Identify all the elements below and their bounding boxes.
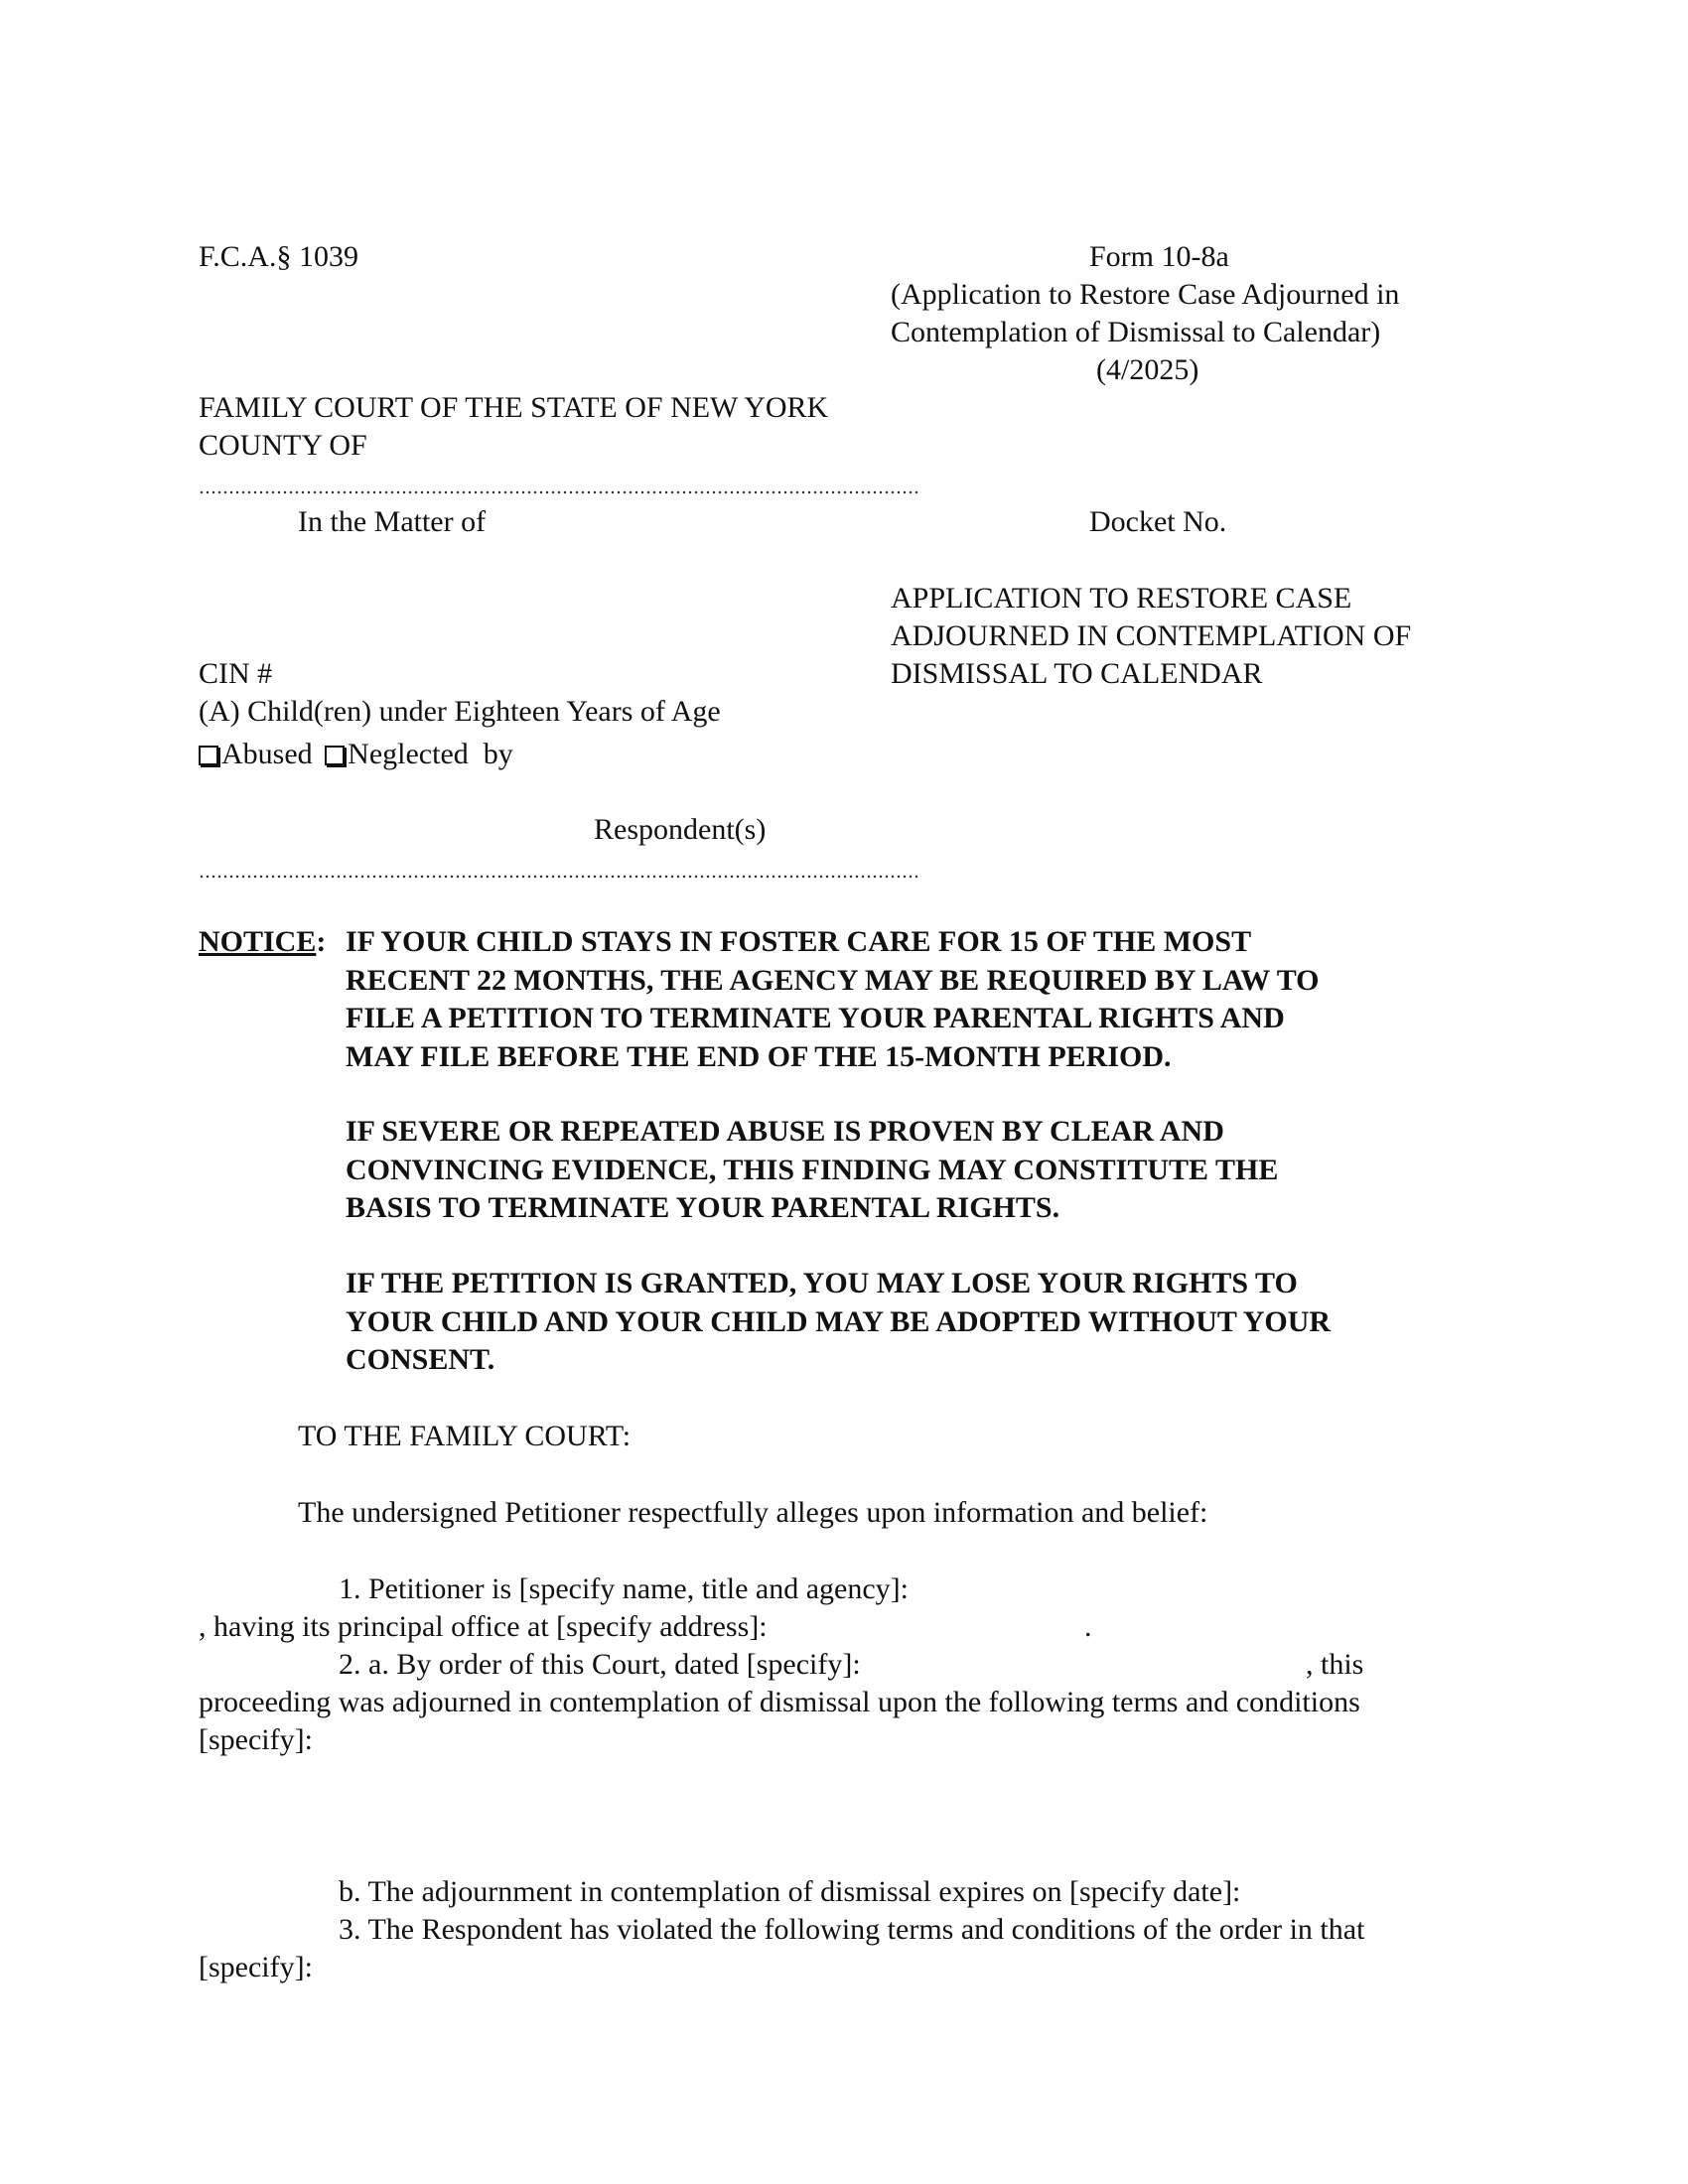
form-description-line2: Contemplation of Dismissal to Calendar) [891,316,1381,348]
item-3-violation: 3. The Respondent has violated the following terms and conditions of the order in that [339,1913,1365,1946]
form-number: Form 10-8a [1089,240,1229,273]
children-label: (A) Child(ren) under Eighteen Years of Age [199,695,721,728]
caption-top-divider [199,490,921,494]
item-1-address: , having its principal office at [specify address]: [199,1610,768,1643]
notice-paragraph-3: IF THE PETITION IS GRANTED, YOU MAY LOSE YOUR RIGHTS TO YOUR CHILD AND YOUR CHILD MAY BE ADOPTED WITHOUT YOUR CONSENT. [346,1267,1332,1376]
item-2a-this: , this [1306,1648,1364,1681]
county-label: COUNTY OF [199,429,367,462]
neglected-label: Neglected [348,738,469,770]
docket-label: Docket No. [1089,505,1227,538]
application-title-line1: APPLICATION TO RESTORE CASE [891,582,1352,614]
respondents-label: Respondent(s) [594,813,767,846]
abused-label: Abused [221,738,313,770]
application-title-line2: ADJOURNED IN CONTEMPLATION OF [891,619,1412,652]
item-1-period: . [1084,1610,1092,1643]
item-3-specify: [specify]: [199,1951,313,1983]
cin-label: CIN # [199,657,273,690]
abuse-neglect-line [199,736,513,773]
item-2a-conditions: proceeding was adjourned in contemplation of dismissal upon the following terms and conditions [199,1686,1360,1718]
abused-checkbox[interactable] [199,746,218,765]
caption-bottom-divider [199,875,921,879]
item-2b-expiry: b. The adjournment in contemplation of dismissal expires on [specify date]: [339,1875,1241,1908]
form-description-line1: (Application to Restore Case Adjourned in [891,278,1400,311]
matter-label: In the Matter of [298,505,487,538]
notice-paragraph-2: IF SEVERE OR REPEATED ABUSE IS PROVEN BY CLEAR AND CONVINCING EVIDENCE, THIS FINDING MAY CONSTITUTE THE BASIS TO TERMINATE YOUR PARENTAL RIGHTS. [346,1115,1279,1224]
form-date: (4/2025) [1096,353,1199,386]
by-label: by [483,738,513,770]
court-name: FAMILY COURT OF THE STATE OF NEW YORK [199,391,829,424]
notice-heading: NOTICE: [199,925,327,958]
statute-citation: F.C.A.§ 1039 [199,240,358,273]
item-2a-specify: [specify]: [199,1723,313,1756]
item-2a-order-date: 2. a. By order of this Court, dated [specify]: [339,1648,861,1681]
petition-intro: The undersigned Petitioner respectfully alleges upon information and belief: [298,1496,1208,1529]
to-court-salutation: TO THE FAMILY COURT: [298,1420,632,1452]
item-1-petitioner: 1. Petitioner is [specify name, title and agency]: [339,1572,909,1605]
application-title-line3: DISMISSAL TO CALENDAR [891,657,1263,690]
notice-paragraph-1: IF YOUR CHILD STAYS IN FOSTER CARE FOR 15 OF THE MOST RECENT 22 MONTHS, THE AGENCY MAY BE REQUIRED BY LAW TO FILE A PETITION TO TERMINATE YOUR PARENTAL RIGHTS AND MAY FILE BEFORE THE END OF THE 15-MONTH PERIOD. [346,925,1320,1073]
neglected-checkbox[interactable] [325,746,345,765]
